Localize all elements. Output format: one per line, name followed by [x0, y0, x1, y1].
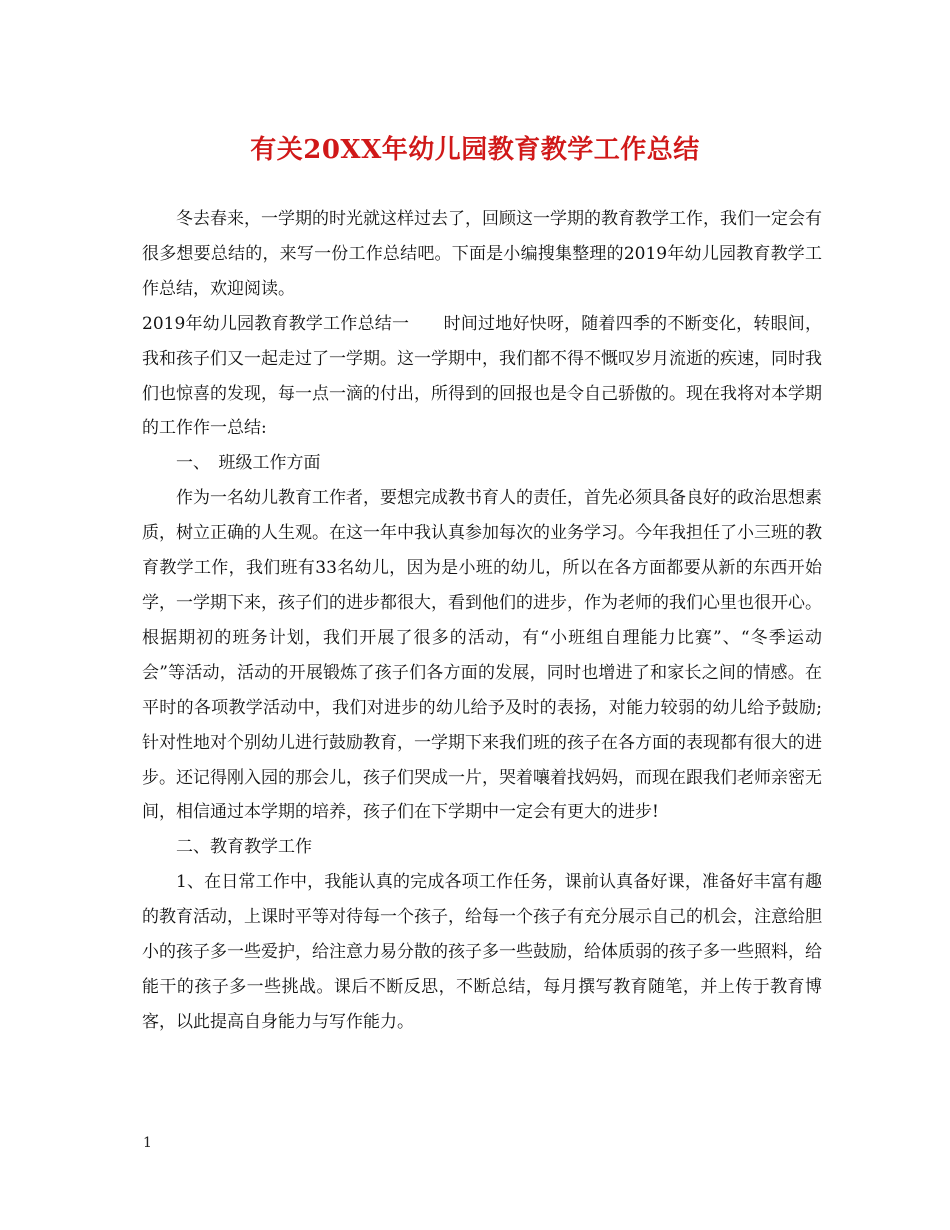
paragraph-teaching-work: 1、在日常工作中，我能认真的完成各项工作任务，课前认真备好课，准备好丰富有趣的教育活动，上课时平等对待每一个孩子，给每一个孩子有充分展示自己的机会，注意给胆小的孩子多一些爱护，给注意力易分散的孩子多一些鼓励，给体质弱的孩子多一些照料，给能干的孩子多一些挑战。课后不断反思，不断总结，每月撰写教育随笔，并上传于教育博客，以此提高自身能力与写作能力。 [142, 872, 822, 1032]
section-heading-teaching-work: 二、教育教学工作 [176, 837, 312, 858]
paragraph-class-work: 作为一名幼儿教育工作者，要想完成教书育人的责任，首先必须具备良好的政治思想素质，树立正确的人生观。在这一年中我认真参加每次的业务学习。今年我担任了小三班的教育教学工作，我们班有33名幼儿，因为是小班的幼儿，所以在各方面都要从新的东西开始学，一学期下来，孩子们的进步都很大，看到他们的进步，作为老师的我们心里也很开心。根据期初的班务计划，我们开展了很多的活动，有“小班组自理能力比赛”、“冬季运动会”等活动，活动的开展锻炼了孩子们各方面的发展，同时也增进了和家长之间的情感。在平时的各项教学活动中，我们对进步的幼儿给予及时的表扬，对能力较弱的幼儿给予鼓励;针对性地对个别幼儿进行鼓励教育，一学期下来我们班的孩子在各方面的表现都有很大的进步。还记得刚入园的那会儿，孩子们哭成一片，哭着嚷着找妈妈，而现在跟我们老师亲密无间，相信通过本学期的培养，孩子们在下学期中一定会有更大的进步! [142, 488, 822, 823]
section-heading-class-work: 一、 班级工作方面 [176, 453, 321, 474]
document-title: 有关20XX年幼儿园教育教学工作总结 [250, 135, 700, 165]
page-number: 1 [143, 1135, 152, 1151]
document-body [142, 202, 822, 1040]
paragraph-intro: 冬去春来，一学期的时光就这样过去了，回顾这一学期的教育教学工作，我们一定会有很多想要总结的，来写一份工作总结吧。下面是小编搜集整理的2019年幼儿园教育教学工作总结，欢迎阅读。 [142, 209, 822, 299]
paragraph-summary-one: 2019年幼儿园教育教学工作总结一 时间过地好快呀，随着四季的不断变化，转眼间，我和孩子们又一起走过了一学期。这一学期中，我们都不得不慨叹岁月流逝的疾速，同时我们也惊喜的发现，每一点一滴的付出，所得到的回报也是令自己骄傲的。现在我将对本学期的工作作一总结: [142, 313, 822, 439]
